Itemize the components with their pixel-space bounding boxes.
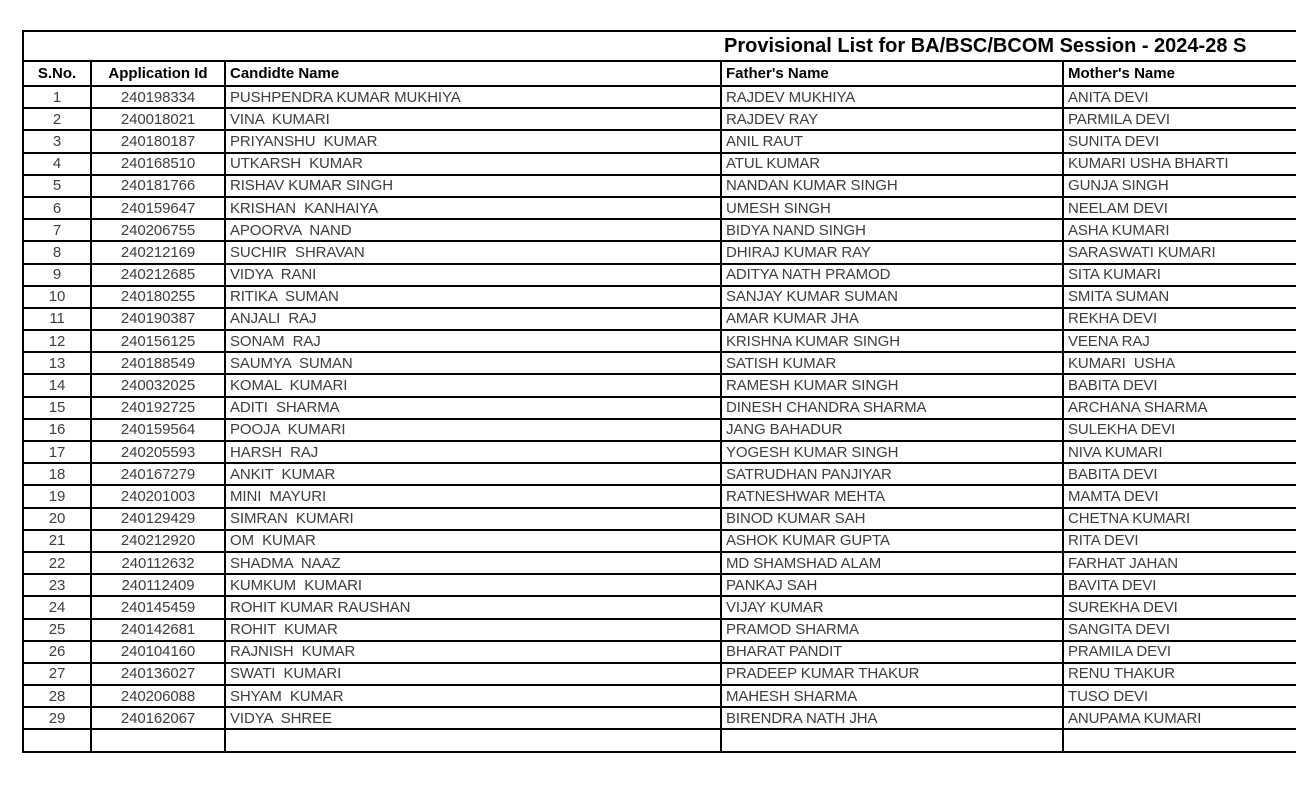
sno-cell: 13 bbox=[23, 352, 91, 374]
table-row bbox=[23, 530, 1296, 552]
father-name-cell: DHIRAJ KUMAR RAY bbox=[721, 241, 1063, 263]
mother-name-cell: SANGITA DEVI bbox=[1063, 619, 1296, 641]
mother-name-cell: KUMARI USHA bbox=[1063, 352, 1296, 374]
father-name-cell: MAHESH SHARMA bbox=[721, 685, 1063, 707]
table-row bbox=[23, 441, 1296, 463]
sno-cell: 29 bbox=[23, 707, 91, 729]
sno-cell: 12 bbox=[23, 330, 91, 352]
application-id-cell: 240018021 bbox=[91, 108, 225, 130]
candidate-name-cell: SUCHIR SHRAVAN bbox=[225, 241, 721, 263]
table-row bbox=[23, 463, 1296, 485]
mother-name-cell: KUMARI USHA BHARTI bbox=[1063, 153, 1296, 175]
application-id-cell: 240206755 bbox=[91, 219, 225, 241]
mother-name-cell: BAVITA DEVI bbox=[1063, 574, 1296, 596]
table-row bbox=[23, 330, 1296, 352]
application-id-cell: 240104160 bbox=[91, 641, 225, 663]
application-id-cell bbox=[91, 729, 225, 751]
application-id-cell: 240142681 bbox=[91, 619, 225, 641]
table-header-row bbox=[23, 61, 1296, 86]
candidate-name-cell: KUMKUM KUMARI bbox=[225, 574, 721, 596]
title-row bbox=[23, 31, 1296, 61]
father-name-cell: RAJDEV MUKHIYA bbox=[721, 86, 1063, 108]
table-row bbox=[23, 86, 1296, 108]
mother-name-cell: ANITA DEVI bbox=[1063, 86, 1296, 108]
candidate-name-cell: UTKARSH KUMAR bbox=[225, 153, 721, 175]
application-id-cell: 240190387 bbox=[91, 308, 225, 330]
candidate-name-cell: SHADMA NAAZ bbox=[225, 552, 721, 574]
application-id-cell: 240112409 bbox=[91, 574, 225, 596]
sno-cell: 20 bbox=[23, 508, 91, 530]
father-name-cell bbox=[721, 729, 1063, 751]
candidate-name-cell: SAUMYA SUMAN bbox=[225, 352, 721, 374]
application-id-cell: 240212920 bbox=[91, 530, 225, 552]
candidate-name-cell: ROHIT KUMAR RAUSHAN bbox=[225, 596, 721, 618]
father-name-cell: BIDYA NAND SINGH bbox=[721, 219, 1063, 241]
application-id-cell: 240206088 bbox=[91, 685, 225, 707]
application-id-cell: 240156125 bbox=[91, 330, 225, 352]
candidate-name-cell: SIMRAN KUMARI bbox=[225, 508, 721, 530]
table-row bbox=[23, 374, 1296, 396]
father-name-cell: JANG BAHADUR bbox=[721, 419, 1063, 441]
mother-name-cell: RENU THAKUR bbox=[1063, 663, 1296, 685]
mother-name-cell: BABITA DEVI bbox=[1063, 374, 1296, 396]
column-header-application-id: Application Id bbox=[91, 61, 225, 86]
mother-name-cell: TUSO DEVI bbox=[1063, 685, 1296, 707]
candidate-name-cell: APOORVA NAND bbox=[225, 219, 721, 241]
sno-cell: 25 bbox=[23, 619, 91, 641]
father-name-cell: BHARAT PANDIT bbox=[721, 641, 1063, 663]
application-id-cell: 240167279 bbox=[91, 463, 225, 485]
father-name-cell: SATRUDHAN PANJIYAR bbox=[721, 463, 1063, 485]
sno-cell: 21 bbox=[23, 530, 91, 552]
mother-name-cell: SULEKHA DEVI bbox=[1063, 419, 1296, 441]
application-id-cell: 240201003 bbox=[91, 485, 225, 507]
candidate-name-cell: RITIKA SUMAN bbox=[225, 286, 721, 308]
table-row bbox=[23, 264, 1296, 286]
father-name-cell: DINESH CHANDRA SHARMA bbox=[721, 397, 1063, 419]
sno-cell: 27 bbox=[23, 663, 91, 685]
father-name-cell: ANIL RAUT bbox=[721, 130, 1063, 152]
mother-name-cell: SUNITA DEVI bbox=[1063, 130, 1296, 152]
candidate-name-cell: PUSHPENDRA KUMAR MUKHIYA bbox=[225, 86, 721, 108]
table-row bbox=[23, 552, 1296, 574]
father-name-cell: RATNESHWAR MEHTA bbox=[721, 485, 1063, 507]
application-id-cell: 240181766 bbox=[91, 175, 225, 197]
table-row bbox=[23, 175, 1296, 197]
sno-cell: 3 bbox=[23, 130, 91, 152]
candidate-name-cell: SWATI KUMARI bbox=[225, 663, 721, 685]
candidate-name-cell: ANJALI RAJ bbox=[225, 308, 721, 330]
mother-name-cell: MAMTA DEVI bbox=[1063, 485, 1296, 507]
sno-cell: 16 bbox=[23, 419, 91, 441]
mother-name-cell bbox=[1063, 729, 1296, 751]
candidate-name-cell: ADITI SHARMA bbox=[225, 397, 721, 419]
mother-name-cell: SUREKHA DEVI bbox=[1063, 596, 1296, 618]
candidate-name-cell: RISHAV KUMAR SINGH bbox=[225, 175, 721, 197]
candidate-name-cell: HARSH RAJ bbox=[225, 441, 721, 463]
mother-name-cell: FARHAT JAHAN bbox=[1063, 552, 1296, 574]
mother-name-cell: SARASWATI KUMARI bbox=[1063, 241, 1296, 263]
sno-cell: 28 bbox=[23, 685, 91, 707]
father-name-cell: VIJAY KUMAR bbox=[721, 596, 1063, 618]
sno-cell: 15 bbox=[23, 397, 91, 419]
father-name-cell: PRADEEP KUMAR THAKUR bbox=[721, 663, 1063, 685]
table-row bbox=[23, 641, 1296, 663]
father-name-cell: KRISHNA KUMAR SINGH bbox=[721, 330, 1063, 352]
father-name-cell: ASHOK KUMAR GUPTA bbox=[721, 530, 1063, 552]
application-id-cell: 240212685 bbox=[91, 264, 225, 286]
father-name-cell: MD SHAMSHAD ALAM bbox=[721, 552, 1063, 574]
application-id-cell: 240168510 bbox=[91, 153, 225, 175]
sno-cell: 5 bbox=[23, 175, 91, 197]
mother-name-cell: PRAMILA DEVI bbox=[1063, 641, 1296, 663]
candidate-name-cell: POOJA KUMARI bbox=[225, 419, 721, 441]
father-name-cell: RAMESH KUMAR SINGH bbox=[721, 374, 1063, 396]
candidate-name-cell: VIDYA SHREE bbox=[225, 707, 721, 729]
sno-cell: 23 bbox=[23, 574, 91, 596]
candidate-name-cell: PRIYANSHU KUMAR bbox=[225, 130, 721, 152]
partial-table-row bbox=[23, 729, 1296, 751]
application-id-cell: 240180255 bbox=[91, 286, 225, 308]
father-name-cell: ATUL KUMAR bbox=[721, 153, 1063, 175]
table-row bbox=[23, 153, 1296, 175]
table-row bbox=[23, 485, 1296, 507]
mother-name-cell: SITA KUMARI bbox=[1063, 264, 1296, 286]
mother-name-cell: RITA DEVI bbox=[1063, 530, 1296, 552]
candidate-name-cell: SONAM RAJ bbox=[225, 330, 721, 352]
mother-name-cell: ARCHANA SHARMA bbox=[1063, 397, 1296, 419]
table-row bbox=[23, 508, 1296, 530]
candidate-name-cell: OM KUMAR bbox=[225, 530, 721, 552]
provisional-list-table bbox=[22, 30, 1296, 753]
application-id-cell: 240198334 bbox=[91, 86, 225, 108]
sno-cell: 10 bbox=[23, 286, 91, 308]
sno-cell: 7 bbox=[23, 219, 91, 241]
sno-cell: 4 bbox=[23, 153, 91, 175]
candidate-name-cell: VIDYA RANI bbox=[225, 264, 721, 286]
table-row bbox=[23, 707, 1296, 729]
father-name-cell: ADITYA NATH PRAMOD bbox=[721, 264, 1063, 286]
sno-cell: 18 bbox=[23, 463, 91, 485]
father-name-cell: YOGESH KUMAR SINGH bbox=[721, 441, 1063, 463]
father-name-cell: NANDAN KUMAR SINGH bbox=[721, 175, 1063, 197]
mother-name-cell: NEELAM DEVI bbox=[1063, 197, 1296, 219]
sno-cell: 6 bbox=[23, 197, 91, 219]
sno-cell: 1 bbox=[23, 86, 91, 108]
candidate-name-cell: KRISHAN KANHAIYA bbox=[225, 197, 721, 219]
mother-name-cell: SMITA SUMAN bbox=[1063, 286, 1296, 308]
sno-cell: 22 bbox=[23, 552, 91, 574]
column-header-candidate-name: Candidte Name bbox=[225, 61, 721, 86]
candidate-name-cell: ANKIT KUMAR bbox=[225, 463, 721, 485]
sno-cell: 11 bbox=[23, 308, 91, 330]
candidate-name-cell: KOMAL KUMARI bbox=[225, 374, 721, 396]
father-name-cell: RAJDEV RAY bbox=[721, 108, 1063, 130]
application-id-cell: 240159564 bbox=[91, 419, 225, 441]
father-name-cell: UMESH SINGH bbox=[721, 197, 1063, 219]
table-row bbox=[23, 419, 1296, 441]
father-name-cell: AMAR KUMAR JHA bbox=[721, 308, 1063, 330]
father-name-cell: BINOD KUMAR SAH bbox=[721, 508, 1063, 530]
father-name-cell: SATISH KUMAR bbox=[721, 352, 1063, 374]
candidate-name-cell bbox=[225, 729, 721, 751]
table-row bbox=[23, 108, 1296, 130]
application-id-cell: 240136027 bbox=[91, 663, 225, 685]
application-id-cell: 240192725 bbox=[91, 397, 225, 419]
column-header-father-name: Father's Name bbox=[721, 61, 1063, 86]
mother-name-cell: BABITA DEVI bbox=[1063, 463, 1296, 485]
mother-name-cell: ANUPAMA KUMARI bbox=[1063, 707, 1296, 729]
sno-cell: 26 bbox=[23, 641, 91, 663]
application-id-cell: 240159647 bbox=[91, 197, 225, 219]
mother-name-cell: GUNJA SINGH bbox=[1063, 175, 1296, 197]
table-row bbox=[23, 619, 1296, 641]
table-row bbox=[23, 197, 1296, 219]
table-row bbox=[23, 286, 1296, 308]
application-id-cell: 240032025 bbox=[91, 374, 225, 396]
page-title: Provisional List for BA/BSC/BCOM Session - 2024-28 S bbox=[23, 31, 1296, 61]
sno-cell: 8 bbox=[23, 241, 91, 263]
application-id-cell: 240180187 bbox=[91, 130, 225, 152]
candidate-name-cell: RAJNISH KUMAR bbox=[225, 641, 721, 663]
application-id-cell: 240205593 bbox=[91, 441, 225, 463]
mother-name-cell: REKHA DEVI bbox=[1063, 308, 1296, 330]
candidate-name-cell: MINI MAYURI bbox=[225, 485, 721, 507]
table-row bbox=[23, 352, 1296, 374]
candidate-name-cell: SHYAM KUMAR bbox=[225, 685, 721, 707]
father-name-cell: SANJAY KUMAR SUMAN bbox=[721, 286, 1063, 308]
application-id-cell: 240162067 bbox=[91, 707, 225, 729]
sno-cell: 19 bbox=[23, 485, 91, 507]
father-name-cell: BIRENDRA NATH JHA bbox=[721, 707, 1063, 729]
table-row bbox=[23, 308, 1296, 330]
table-row bbox=[23, 241, 1296, 263]
application-id-cell: 240112632 bbox=[91, 552, 225, 574]
mother-name-cell: CHETNA KUMARI bbox=[1063, 508, 1296, 530]
application-id-cell: 240212169 bbox=[91, 241, 225, 263]
application-id-cell: 240129429 bbox=[91, 508, 225, 530]
mother-name-cell: PARMILA DEVI bbox=[1063, 108, 1296, 130]
table-row bbox=[23, 397, 1296, 419]
sno-cell: 14 bbox=[23, 374, 91, 396]
mother-name-cell: ASHA KUMARI bbox=[1063, 219, 1296, 241]
sno-cell: 9 bbox=[23, 264, 91, 286]
application-id-cell: 240188549 bbox=[91, 352, 225, 374]
sno-cell: 2 bbox=[23, 108, 91, 130]
table-row bbox=[23, 574, 1296, 596]
application-id-cell: 240145459 bbox=[91, 596, 225, 618]
mother-name-cell: NIVA KUMARI bbox=[1063, 441, 1296, 463]
mother-name-cell: VEENA RAJ bbox=[1063, 330, 1296, 352]
sno-cell: 17 bbox=[23, 441, 91, 463]
column-header-sno: S.No. bbox=[23, 61, 91, 86]
table-row bbox=[23, 685, 1296, 707]
table-row bbox=[23, 219, 1296, 241]
sno-cell bbox=[23, 729, 91, 751]
candidate-name-cell: ROHIT KUMAR bbox=[225, 619, 721, 641]
father-name-cell: PRAMOD SHARMA bbox=[721, 619, 1063, 641]
sno-cell: 24 bbox=[23, 596, 91, 618]
table-row bbox=[23, 130, 1296, 152]
table-row bbox=[23, 596, 1296, 618]
candidate-name-cell: VINA KUMARI bbox=[225, 108, 721, 130]
column-header-mother-name: Mother's Name bbox=[1063, 61, 1296, 86]
table-row bbox=[23, 663, 1296, 685]
father-name-cell: PANKAJ SAH bbox=[721, 574, 1063, 596]
